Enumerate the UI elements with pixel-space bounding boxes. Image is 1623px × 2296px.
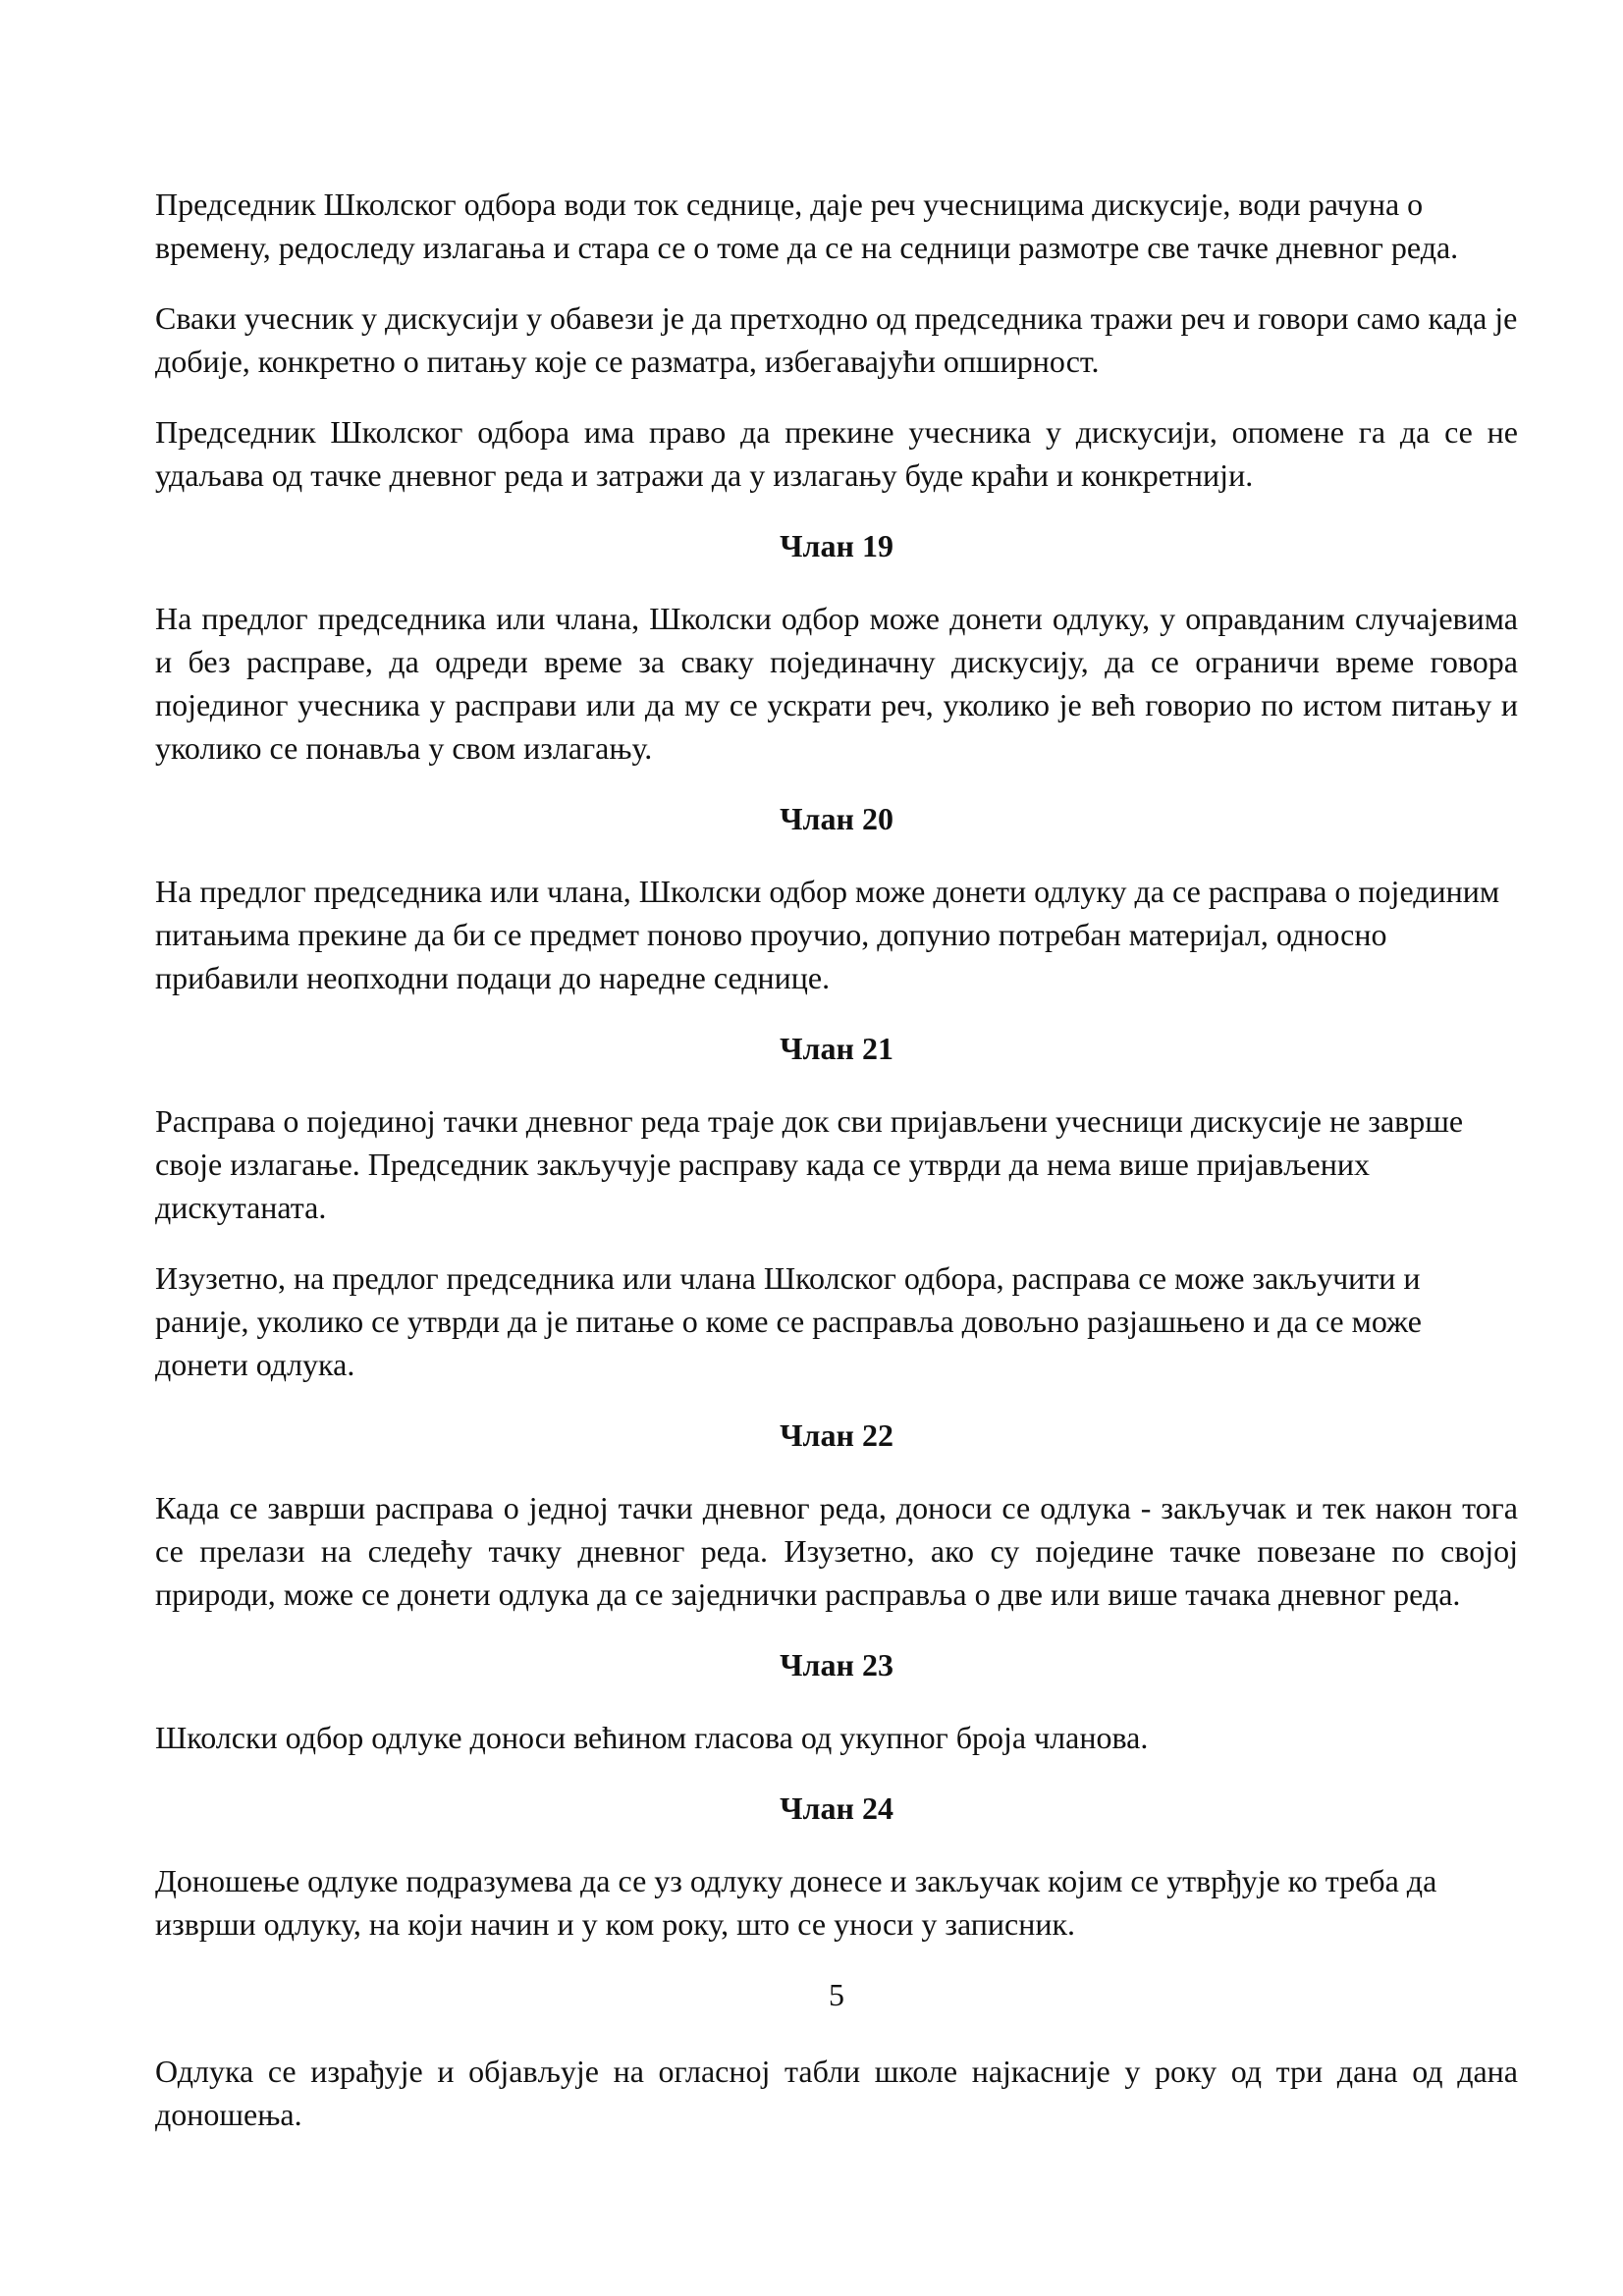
paragraph-article-19: На предлог председника или члана, Школски одбор може донети одлуку, у оправданим случајевима и без расправе, да одреди време за сваку појединачну дискусију, да се ограничи време говора појединог учесника у расправи или да му се ускрати реч, уколико је већ говорио по истом питању и уколико се понавља у свом излагању. [155,601,1518,766]
paragraph-participant-requests-floor: Сваки учесник у дискусији у обавези је да претходно од председника тражи реч и говори само када је добије, конкретно о питању које се разматра, избегавајући опширност. [155,300,1518,379]
article-heading-23: Члан 23 [780,1647,893,1682]
paragraph-article-23: Школски одбор одлуке доноси већином гласова од укупног броја чланова. [155,1720,1149,1755]
article-heading-19: Члан 19 [780,528,893,563]
paragraph-article-22: Када се заврши расправа о једној тачки дневног реда, доноси се одлука - закључак и тек након тога се прелази на следећу тачку дневног реда. Изузетно, ако су поједине тачке повезане по својој природи, може се донети одлука да се заједнички расправља о две или више тачака дневног реда. [155,1490,1518,1612]
paragraph-article-20: На предлог председника или члана, Школски одбор може донети одлуку да се расправа о појединим питањима прекине да би се предмет поново проучио, допунио потребан материјал, односно прибавили неопходни подаци до наредне седнице. [155,874,1500,995]
page-number: 5 [829,1977,844,2012]
paragraph-chairman-may-interrupt: Председник Школског одбора има право да прекине учесника у дискусији, опомене га да се не удаљава од тачке дневног реда и затражи да у излагању буде краћи и конкретнији. [155,414,1518,493]
paragraph-chairman-leads-session: Председник Школског одбора води ток седнице, даје реч учесницима дискусије, води рачуна о времену, редоследу излагања и стара се о томе да се на седници размотре све тачке дневног реда. [155,187,1459,265]
article-heading-22: Члан 22 [780,1417,893,1453]
document-body [155,183,1518,2163]
paragraph-article-21-exception: Изузетно, на предлог председника или члана Школског одбора, расправа се може закључити и раније, уколико се утврди да је питање о коме се расправља довољно разјашњено и да се може донети одлука. [155,1260,1422,1382]
paragraph-article-24: Доношење одлуке подразумева да се уз одлуку донесе и закључак којим се утврђује ко треба да изврши одлуку, на који начин и у ком року, што се уноси у записник. [155,1863,1437,1942]
article-heading-24: Члан 24 [780,1790,893,1826]
article-heading-20: Члан 20 [780,801,893,836]
paragraph-article-21-discussion: Расправа о појединој тачки дневног реда траје док сви пријављени учесници дискусије не заврше своје излагање. Председник закључује расправу када се утврди да нема више пријављених дискутаната. [155,1103,1464,1225]
paragraph-decision-publication: Одлука се израђује и објављује на огласној табли школе најкасније у року од три дана од дана доношења. [155,2054,1518,2132]
article-heading-21: Члан 21 [780,1031,893,1066]
